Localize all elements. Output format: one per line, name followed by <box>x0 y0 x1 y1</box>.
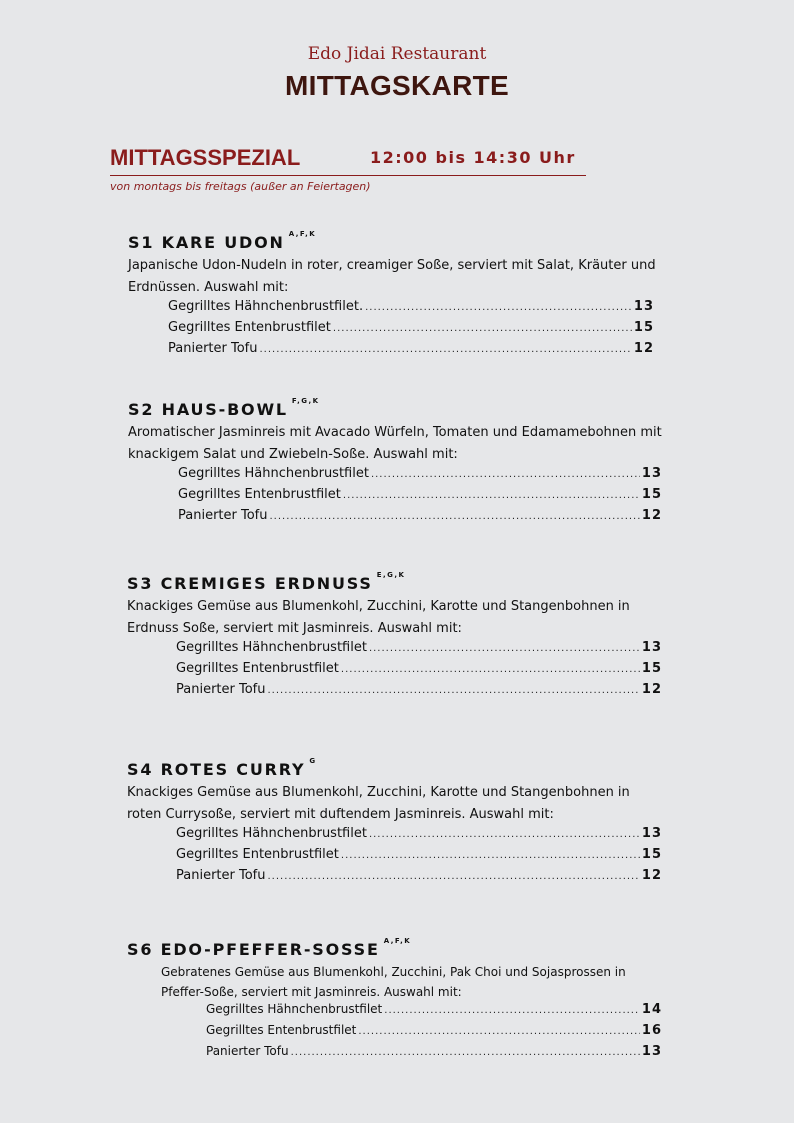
option-row: Gegrilltes Entenbrustfilet ..... 15 <box>176 847 662 868</box>
price: 16 <box>641 1023 662 1038</box>
dish-description: Gebratenes Gemüse aus Blumenkohl, Zucchini, Pak Choi und Sojasprossen in Pfeffer-Soße, serviert mit Jasminreis. Auswahl mit: <box>161 965 626 999</box>
special-time: 12:00 bis 14:30 Uhr <box>370 148 576 167</box>
dish-s1 <box>128 230 663 362</box>
dish-description: Knackiges Gemüse aus Blumenkohl, Zucchini, Karotte und Stangenbohnen in roten Currysoße, serviert mit duftendem Jasminreis. Auswahl mit: <box>127 785 630 822</box>
option-row: Panierter Tofu ..... 12 <box>176 868 662 889</box>
dish-s2 <box>128 397 673 529</box>
allergen-codes: E,G,K <box>376 571 406 579</box>
price: 12 <box>641 508 662 523</box>
dish-s3 <box>127 571 667 703</box>
dish-s4 <box>127 757 667 889</box>
price: 12 <box>633 341 654 356</box>
option-row: Panierter Tofu ..... 12 <box>178 508 662 529</box>
dish-title: S2 HAUS-BOWL $^{F,G,K}$ <box>128 397 320 419</box>
restaurant-name: Edo Jidai Restaurant <box>307 44 487 64</box>
price: 13 <box>641 640 662 655</box>
page-title: MITTAGSKARTE <box>285 70 509 101</box>
allergen-codes: A,F,K <box>383 937 412 945</box>
special-title: MITTAGSSPEZIAL <box>110 145 301 170</box>
price: 13 <box>641 826 662 841</box>
option-row: Gegrilltes Hähnchenbrustfilet ..... 14 <box>206 1002 662 1023</box>
option-list <box>176 640 662 703</box>
price: 15 <box>633 320 654 335</box>
special-note: von montags bis freitags (außer an Feiertagen) <box>110 180 371 193</box>
option-row: Panierter Tofu ..... 12 <box>176 682 662 703</box>
price: 12 <box>641 868 662 883</box>
option-row: Gegrilltes Entenbrustfilet ..... 15 <box>178 487 662 508</box>
price: 15 <box>641 847 662 862</box>
dish-title: S1 KARE UDON $^{A,F,K}$ <box>128 230 317 252</box>
price: 14 <box>641 1002 662 1017</box>
option-list <box>206 1002 662 1065</box>
allergen-codes: G <box>309 757 317 765</box>
dish-description: Japanische Udon-Nudeln in roter, creamiger Soße, serviert mit Salat, Kräuter und Erdnüssen. Auswahl mit: <box>128 258 656 295</box>
option-list <box>178 466 662 529</box>
dish-description: Knackiges Gemüse aus Blumenkohl, Zucchini, Karotte und Stangenbohnen in Erdnuss Soße, serviert mit Jasminreis. Auswahl mit: <box>127 599 630 636</box>
dish-description: Aromatischer Jasminreis mit Avacado Würfeln, Tomaten und Edamamebohnen mit knackigem Salat und Zwiebeln-Soße. Auswahl mit: <box>128 425 662 462</box>
option-row: Gegrilltes Entenbrustfilet ..... 16 <box>206 1023 662 1044</box>
option-row: Gegrilltes Hähnchenbrustfilet ..... 13 <box>176 826 662 847</box>
option-row: Gegrilltes Hähnchenbrustfilet. ..... 13 <box>168 299 654 320</box>
price: 13 <box>641 1044 662 1059</box>
option-row: Panierter Tofu ..... 12 <box>168 341 654 362</box>
dish-title: S6 EDO-PFEFFER-SOSSE $^{A,F,K}$ <box>127 937 412 959</box>
dish-s6 <box>127 937 667 1065</box>
option-row: Gegrilltes Entenbrustfilet ..... 15 <box>176 661 662 682</box>
option-row: Panierter Tofu ..... 13 <box>206 1044 662 1065</box>
price: 13 <box>633 299 654 314</box>
option-row: Gegrilltes Hähnchenbrustfilet ..... 13 <box>178 466 662 487</box>
price: 13 <box>641 466 662 481</box>
option-list <box>176 826 662 889</box>
option-row: Gegrilltes Hähnchenbrustfilet ..... 13 <box>176 640 662 661</box>
option-row: Gegrilltes Entenbrustfilet ..... 15 <box>168 320 654 341</box>
special-header <box>110 145 586 176</box>
dish-title: S4 ROTES CURRY $^G$ <box>127 757 317 779</box>
price: 12 <box>641 682 662 697</box>
allergen-codes: F,G,K <box>291 397 320 405</box>
option-list <box>168 299 654 362</box>
dish-title: S3 CREMIGES ERDNUSS $^{E,G,K}$ <box>127 571 406 593</box>
price: 15 <box>641 487 662 502</box>
price: 15 <box>641 661 662 676</box>
allergen-codes: A,F,K <box>288 230 317 238</box>
